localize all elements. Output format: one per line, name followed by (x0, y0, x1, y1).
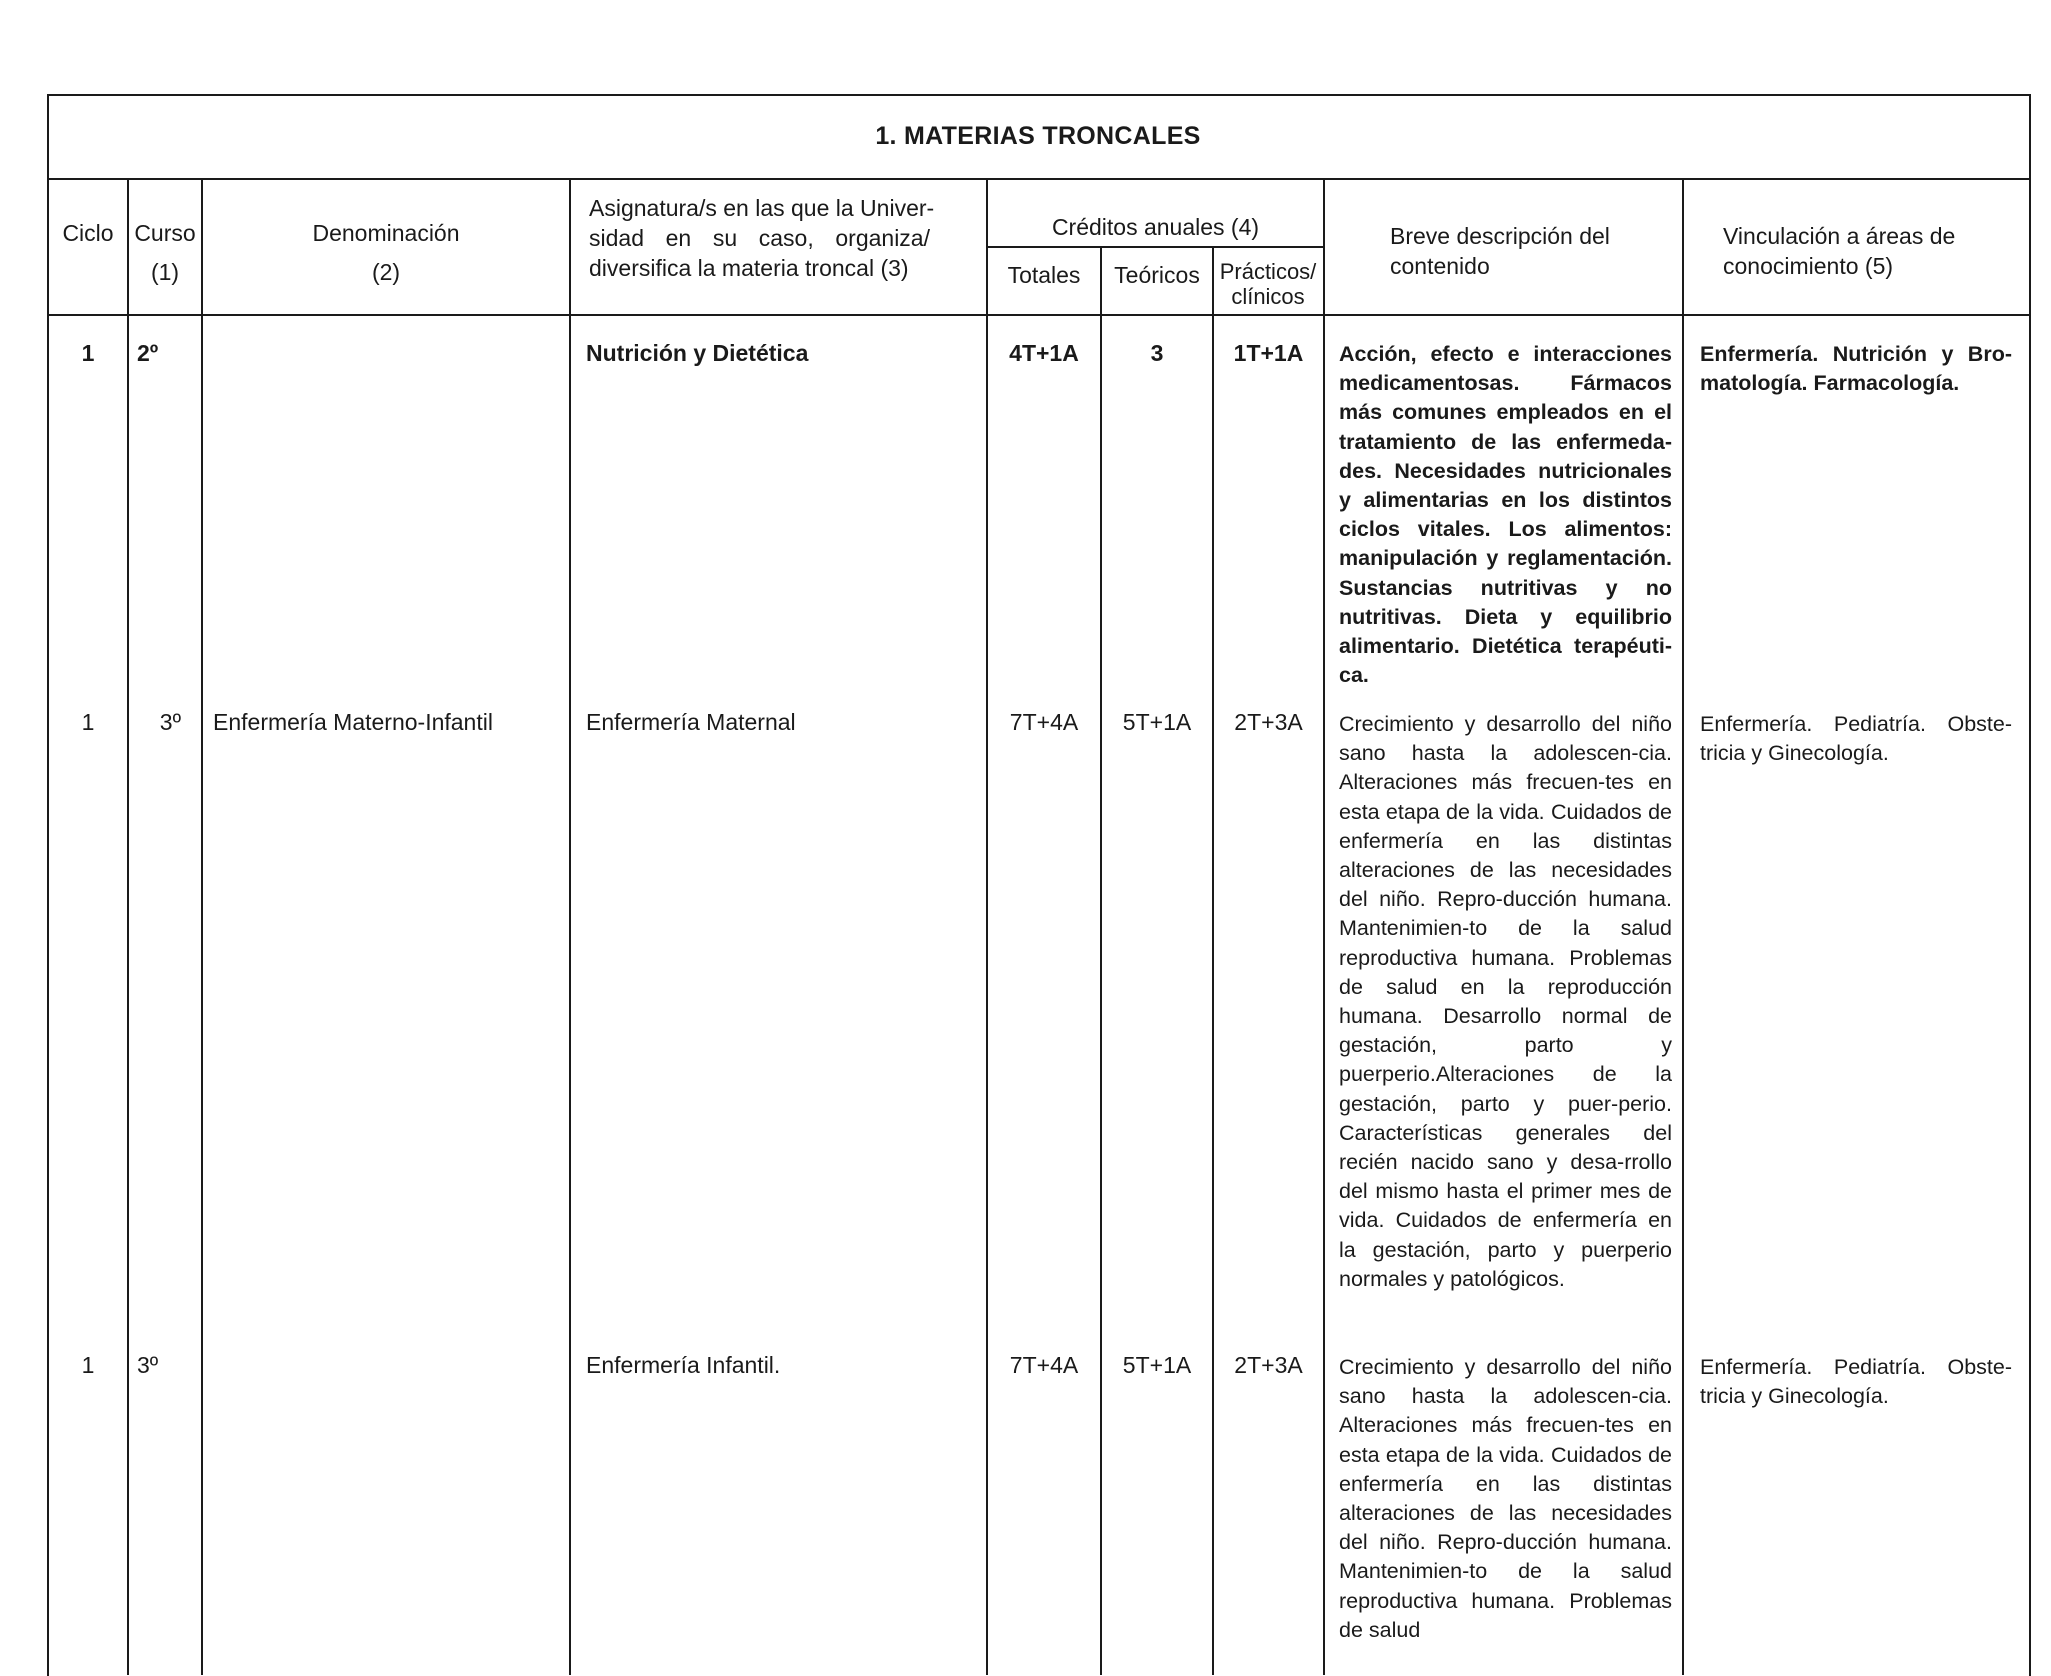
table-row-1-practicos: 1T+1A (1233, 340, 1304, 366)
table-row-3-curso: 3º (137, 1352, 159, 1378)
header-denominacion-note: (2) (371, 259, 401, 285)
table-row-3-descripcion: Crecimiento y desarrollo del niño sano hasta la adolescen-cia. Alteraciones más frecuen-tes en esta etapa de la vida. Cuidados de enfermería en las distintas alteraciones de las necesidades del niño. Repro-ducción humana. Mantenimien-to de la salud reproductiva humana. Problemas de salud (1339, 1355, 1672, 1642)
col-line-denominacion (569, 179, 571, 1675)
table-title: 1. MATERIAS TRONCALES (875, 122, 1201, 150)
header-divider (47, 314, 2029, 316)
col-line-creditos (1323, 179, 1325, 1675)
table-row-2-ciclo: 1 (81, 709, 95, 735)
table-row-3-asignatura: Enfermería Infantil. (586, 1352, 781, 1378)
table-row-3-vinculacion: Enfermería. Pediatría. Obste-tricia y Ginecología. (1700, 1355, 2012, 1409)
table-row-2-denominacion: Enfermería Materno-Infantil (213, 709, 493, 735)
table-row-3-teoricos: 5T+1A (1122, 1352, 1192, 1378)
table-row-3-totales: 7T+4A (1009, 1352, 1079, 1378)
header-totales: Totales (1007, 262, 1081, 288)
header-vinculacion-l1: Vinculación a áreas de (1723, 223, 1956, 249)
col-line-descripcion (1682, 179, 1684, 1675)
col-line-curso (201, 179, 203, 1675)
table-row-2-asignatura: Enfermería Maternal (586, 709, 796, 735)
table-row-1-asignatura: Nutrición y Dietética (586, 340, 809, 366)
table-row-1-teoricos: 3 (1150, 340, 1164, 366)
table-row-1-vinculacion: Enfermería. Nutrición y Bro-matología. Farmacología. (1700, 342, 2012, 396)
table-frame (47, 94, 2031, 1676)
header-asignaturas-l1: Asignatura/s en las que la Univer- (589, 195, 935, 221)
header-creditos: Créditos anuales (4) (1051, 214, 1260, 240)
header-asignaturas-l3: diversifica la materia troncal (3) (589, 255, 909, 281)
header-descripcion-l2: contenido (1390, 253, 1490, 279)
header-vinculacion-l2: conocimiento (5) (1723, 253, 1894, 279)
col-line-teoricos (1212, 246, 1214, 1675)
table-row-2-teoricos: 5T+1A (1122, 709, 1192, 735)
table-row-2-curso: 3º (159, 709, 181, 735)
header-practicos-l1: Prácticos/ (1219, 259, 1317, 284)
table-row-1-ciclo: 1 (81, 340, 95, 366)
col-line-asignaturas (986, 179, 988, 1675)
table-row-2-vinculacion: Enfermería. Pediatría. Obste-tricia y Ginecología. (1700, 712, 2012, 766)
table-row-2-practicos: 2T+3A (1234, 709, 1303, 735)
header-practicos-l2: clínicos (1231, 284, 1305, 309)
header-ciclo: Ciclo (62, 220, 114, 246)
creditos-divider (986, 246, 1324, 248)
table-row-3-practicos: 2T+3A (1234, 1352, 1303, 1378)
header-teoricos: Teóricos (1114, 262, 1200, 288)
col-line-ciclo (127, 179, 129, 1675)
header-curso: Curso (134, 220, 196, 246)
header-asignaturas-l2: sidad en su caso, organiza/ (589, 225, 930, 251)
table-row-2-descripcion: Crecimiento y desarrollo del niño sano hasta la adolescen-cia. Alteraciones más frecuen-tes en esta etapa de la vida. Cuidados de enfermería en las distintas alteraciones de las necesidades del niño. Repro-ducción humana. Mantenimien-to de la salud reproductiva humana. Problemas de salud en la reproducción humana. Desarrollo normal de gestación, parto y puerperio.Alteraciones de la gestación, parto y puer-perio. Características generales del recién nacido sano y desa-rrollo del mismo hasta el primer mes de vida. Cuidados de enfermería en la gestación, parto y puerperio normales y patológicos. (1339, 712, 1672, 1291)
header-descripcion-l1: Breve descripción del (1390, 223, 1610, 249)
header-curso-note: (1) (150, 259, 180, 285)
col-line-totales (1100, 246, 1102, 1675)
table-row-3-ciclo: 1 (81, 1352, 95, 1378)
header-denominacion: Denominación (312, 220, 460, 246)
table-row-2-totales: 7T+4A (1009, 709, 1079, 735)
table-row-1-totales: 4T+1A (1009, 340, 1079, 366)
title-divider (47, 178, 2029, 180)
table-row-1-curso: 2º (137, 340, 159, 366)
table-row-1-descripcion: Acción, efecto e interacciones medicamentosas. Fármacos más comunes empleados en el tratamiento de las enfermeda-des. Necesidades nutricionales y alimentarias en los distintos ciclos vitales. Los alimentos: manipulación y reglamentación. Sustancias nutritivas y no nutritivas. Dieta y equilibrio alimentario. Dietética terapéuti-ca. (1339, 342, 1672, 688)
